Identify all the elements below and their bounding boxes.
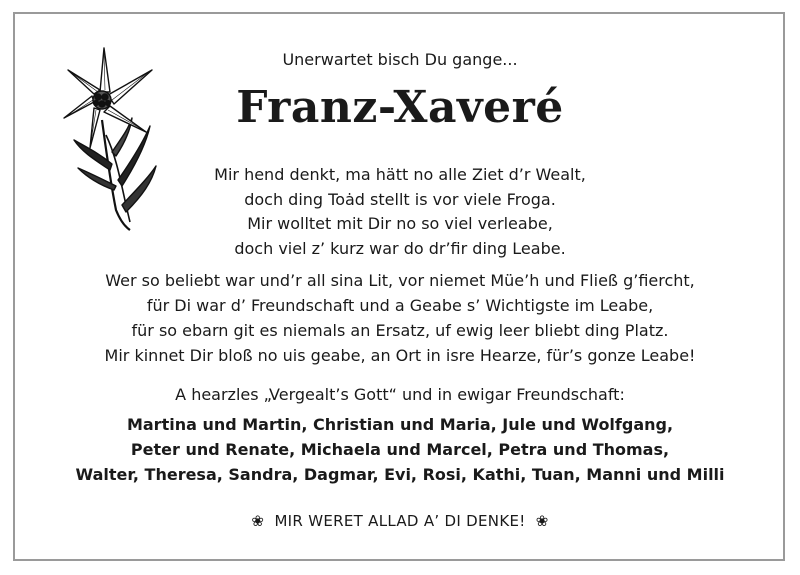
thanks-line: A hearzles „Vergealt’s Gott“ und in ewigar Freundschaft:: [175, 385, 625, 404]
poem-stanza-2: [0, 268, 800, 368]
names-line: Martina und Martin, Christian und Maria, Jule und Wolfgang,: [126, 415, 674, 434]
intro-line: Unerwartet bisch Du gange...: [282, 50, 518, 69]
poem-stanza-1: [0, 163, 800, 261]
poem-line: für Di war d’ Freundschaft und a Geabe s’ Wichtigste im Leabe,: [146, 296, 654, 315]
poem-line: Mir hend denkt, ma hätt no alle Ziet d’r Wealt,: [214, 165, 586, 184]
flower-symbol-icon: ❀: [251, 512, 265, 530]
poem-line: Wer so beliebt war und’r all sina Lit, vor niemet Müe’h und Fließ g’fiercht,: [105, 271, 695, 290]
names-line: Peter und Renate, Michaela und Marcel, Petra und Thomas,: [130, 440, 670, 459]
deceased-name: Franz-Xaveré: [236, 82, 564, 133]
poem-line: für so ebarn git es niemals an Ersatz, uf ewig leer bliebt ding Platz.: [131, 321, 669, 340]
names-line: Walter, Theresa, Sandra, Dagmar, Evi, Rosi, Kathi, Tuan, Manni und Milli: [75, 465, 725, 484]
poem-line: doch ding Toȧd stellt is vor viele Froga.: [244, 189, 556, 209]
flower-symbol-icon: ❀: [535, 512, 549, 530]
poem-line: Mir wolltet mit Dir no so viel verleabe,: [247, 214, 553, 234]
mourner-names: [0, 412, 800, 487]
footer-text: MIR WERET ALLAD A’ DI DENKE!: [274, 512, 526, 530]
poem-line: doch viel z’ kurz war do dr’fir ding Leabe.: [234, 238, 566, 258]
poem-line: Mir kinnet Dir bloß no uis geabe, an Ort in isre Hearze, für’s gonze Leabe!: [104, 346, 696, 365]
footer-line: [0, 512, 800, 530]
